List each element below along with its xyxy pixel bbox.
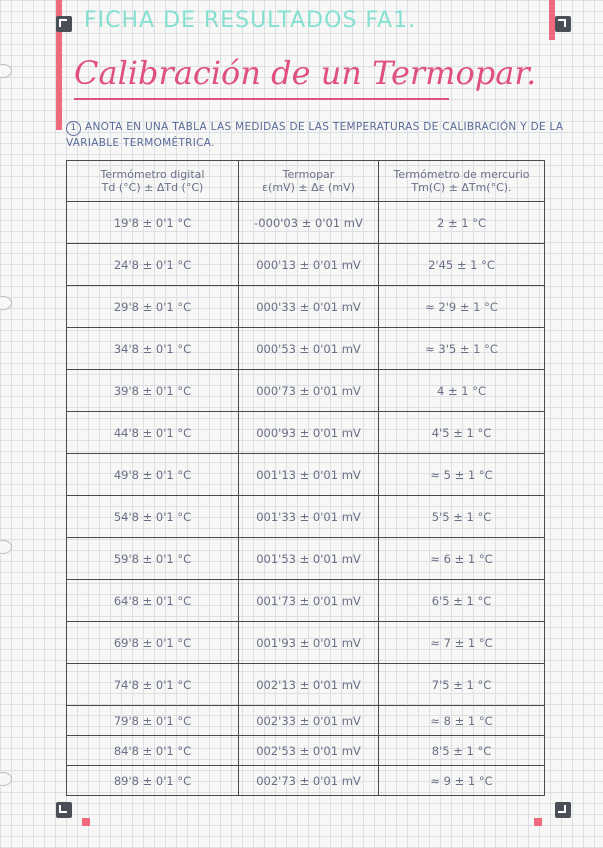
cell-mercury-temperature: 2'45 ± 1 °C (379, 244, 545, 286)
cell-mercury-temperature: 6'5 ± 1 °C (379, 580, 545, 622)
cell-thermocouple-voltage: 000'53 ± 0'01 mV (239, 328, 379, 370)
corner-marker-icon (555, 16, 571, 32)
cell-digital-temperature: 64'8 ± 0'1 °C (67, 580, 239, 622)
cell-mercury-temperature: 2 ± 1 °C (379, 202, 545, 244)
cell-thermocouple-voltage: 000'93 ± 0'01 mV (239, 412, 379, 454)
cell-thermocouple-voltage: -000'03 ± 0'01 mV (239, 202, 379, 244)
table-row (67, 736, 545, 766)
cell-thermocouple-voltage: 001'53 ± 0'01 mV (239, 538, 379, 580)
column-header-line: Termómetro de mercurio (393, 168, 530, 181)
table-row (67, 412, 545, 454)
cell-mercury-temperature: 4'5 ± 1 °C (379, 412, 545, 454)
corner-marker-icon (56, 802, 72, 818)
page-title: FICHA DE RESULTADOS FA1. (84, 8, 417, 33)
pink-marker (82, 818, 90, 826)
cell-digital-temperature: 24'8 ± 0'1 °C (67, 244, 239, 286)
cell-mercury-temperature: 4 ± 1 °C (379, 370, 545, 412)
instruction (66, 120, 566, 150)
page-subtitle: Calibración de un Termopar. (74, 54, 537, 92)
cell-mercury-temperature: 7'5 ± 1 °C (379, 664, 545, 706)
results-table (66, 160, 545, 796)
cell-thermocouple-voltage: 000'73 ± 0'01 mV (239, 370, 379, 412)
column-header-line: Termómetro digital (100, 168, 205, 181)
cell-mercury-temperature: ≈ 7 ± 1 °C (379, 622, 545, 664)
cell-mercury-temperature: ≈ 9 ± 1 °C (379, 766, 545, 796)
column-header-line: ε(mV) ± Δε (mV) (262, 181, 355, 194)
column-header-line: Td (°C) ± ΔTd (°C) (101, 181, 204, 194)
cell-digital-temperature: 74'8 ± 0'1 °C (67, 664, 239, 706)
cell-mercury-temperature: ≈ 5 ± 1 °C (379, 454, 545, 496)
table-body (67, 202, 545, 796)
table-row (67, 766, 545, 796)
binder-hole-icon (0, 64, 12, 78)
binder-hole-icon (0, 772, 12, 786)
table-row (67, 496, 545, 538)
cell-digital-temperature: 49'8 ± 0'1 °C (67, 454, 239, 496)
cell-digital-temperature: 29'8 ± 0'1 °C (67, 286, 239, 328)
table-row (67, 286, 545, 328)
table-row (67, 538, 545, 580)
column-header-thermocouple (239, 161, 379, 202)
cell-thermocouple-voltage: 000'13 ± 0'01 mV (239, 244, 379, 286)
cell-digital-temperature: 69'8 ± 0'1 °C (67, 622, 239, 664)
cell-thermocouple-voltage: 002'33 ± 0'01 mV (239, 706, 379, 736)
cell-thermocouple-voltage: 002'13 ± 0'01 mV (239, 664, 379, 706)
column-header-digital-thermometer (67, 161, 239, 202)
cell-thermocouple-voltage: 001'13 ± 0'01 mV (239, 454, 379, 496)
cell-mercury-temperature: 5'5 ± 1 °C (379, 496, 545, 538)
cell-mercury-temperature: ≈ 2'9 ± 1 °C (379, 286, 545, 328)
table-row (67, 328, 545, 370)
binder-hole-icon (0, 296, 12, 310)
table-header-row (67, 161, 545, 202)
instruction-number: 1 (66, 121, 81, 136)
cell-thermocouple-voltage: 002'73 ± 0'01 mV (239, 766, 379, 796)
cell-thermocouple-voltage: 000'33 ± 0'01 mV (239, 286, 379, 328)
cell-thermocouple-voltage: 001'33 ± 0'01 mV (239, 496, 379, 538)
instruction-text: ANOTA EN UNA TABLA LAS MEDIDAS DE LAS TEMPERATURAS DE CALIBRACIÓN Y DE LA VARIABLE TERMOMÉTRICA. (66, 121, 564, 149)
table-row (67, 580, 545, 622)
corner-marker-icon (56, 16, 72, 32)
cell-digital-temperature: 89'8 ± 0'1 °C (67, 766, 239, 796)
table-row (67, 622, 545, 664)
cell-mercury-temperature: ≈ 8 ± 1 °C (379, 706, 545, 736)
cell-thermocouple-voltage: 001'73 ± 0'01 mV (239, 580, 379, 622)
cell-digital-temperature: 54'8 ± 0'1 °C (67, 496, 239, 538)
column-header-line: Termopar (282, 168, 335, 181)
table-row (67, 202, 545, 244)
table-row (67, 706, 545, 736)
cell-thermocouple-voltage: 001'93 ± 0'01 mV (239, 622, 379, 664)
corner-marker-icon (555, 802, 571, 818)
cell-mercury-temperature: ≈ 3'5 ± 1 °C (379, 328, 545, 370)
cell-thermocouple-voltage: 002'53 ± 0'01 mV (239, 736, 379, 766)
cell-digital-temperature: 39'8 ± 0'1 °C (67, 370, 239, 412)
table-row (67, 664, 545, 706)
pink-marker (534, 818, 542, 826)
column-header-line: Tm(C) ± ΔTm(°C). (411, 181, 512, 194)
subtitle-underline (74, 98, 449, 100)
cell-digital-temperature: 34'8 ± 0'1 °C (67, 328, 239, 370)
binder-hole-icon (0, 540, 12, 554)
table-row (67, 370, 545, 412)
cell-mercury-temperature: 8'5 ± 1 °C (379, 736, 545, 766)
column-header-mercury-thermometer (379, 161, 545, 202)
table-row (67, 244, 545, 286)
cell-digital-temperature: 79'8 ± 0'1 °C (67, 706, 239, 736)
table-row (67, 454, 545, 496)
cell-digital-temperature: 84'8 ± 0'1 °C (67, 736, 239, 766)
cell-digital-temperature: 59'8 ± 0'1 °C (67, 538, 239, 580)
cell-mercury-temperature: ≈ 6 ± 1 °C (379, 538, 545, 580)
cell-digital-temperature: 19'8 ± 0'1 °C (67, 202, 239, 244)
cell-digital-temperature: 44'8 ± 0'1 °C (67, 412, 239, 454)
